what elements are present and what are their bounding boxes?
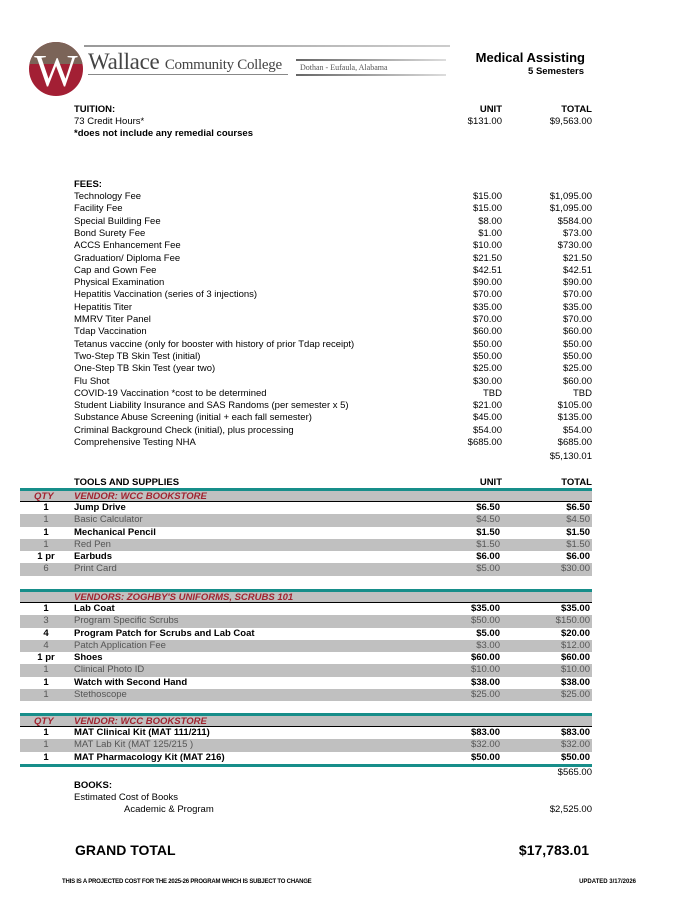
books-heading-row: [74, 780, 594, 792]
vendor-name: VENDOR: WCC BOOKSTORE: [74, 491, 207, 502]
supply-qty: 1: [43, 514, 49, 526]
fee-unit: $35.00: [472, 301, 502, 313]
supply-row: [20, 527, 592, 539]
supply-unit-price: $60.00: [470, 652, 500, 664]
supply-description: Program Patch for Scrubs and Lab Coat: [74, 627, 255, 639]
supply-total: $1.50: [566, 538, 590, 550]
supply-row: [20, 502, 592, 514]
fee-unit: $50.00: [472, 350, 502, 362]
vendor-header-row: [20, 716, 592, 727]
supply-unit-price: $6.00: [476, 551, 500, 563]
supply-row: [20, 514, 592, 526]
college-location: Dothan - Eufaula, Alabama: [300, 63, 388, 72]
college-logo: [29, 42, 83, 96]
fee-unit: $50.00: [472, 338, 502, 350]
grand-total-value: $17,783.01: [518, 842, 589, 858]
supply-row: [20, 563, 592, 575]
fee-total: TBD: [573, 387, 592, 399]
supply-row: [20, 539, 592, 551]
supply-unit-price: $38.00: [470, 676, 500, 688]
books-total: $2,525.00: [549, 804, 592, 815]
fee-row: [74, 265, 594, 277]
tuition-label: 73 Credit Hours*: [74, 116, 145, 127]
fee-label: Graduation/ Diploma Fee: [74, 252, 181, 264]
fee-row: [74, 326, 594, 338]
program-title: Medical Assisting: [475, 50, 585, 65]
books-line1: Estimated Cost of Books: [74, 792, 179, 803]
tuition-note-text: *does not include any remedial courses: [74, 128, 253, 139]
supply-qty: 1: [43, 664, 49, 676]
fee-unit: $90.00: [472, 277, 502, 289]
supply-row: [20, 689, 592, 701]
fee-label: Facility Fee: [74, 203, 123, 215]
supplies-table: [20, 589, 592, 701]
qty-column-header: QTY: [34, 491, 54, 502]
fee-unit: $21.00: [472, 400, 502, 412]
college-name-main: Wallace: [88, 49, 160, 74]
supply-qty: 1: [43, 603, 49, 614]
supply-description: MAT Lab Kit (MAT 125/215 ): [74, 739, 194, 751]
fee-unit: $42.51: [472, 264, 502, 276]
supply-total: $150.00: [555, 615, 590, 627]
supply-row: [20, 628, 592, 640]
supply-total: $20.00: [560, 627, 590, 639]
supply-description: Shoes: [74, 652, 103, 664]
supply-unit-price: $1.50: [476, 538, 500, 550]
fee-label: Special Building Fee: [74, 215, 161, 227]
fee-row: [74, 277, 594, 289]
fee-row: [74, 351, 594, 363]
program-duration: 5 Semesters: [528, 66, 584, 77]
supply-qty: 1: [43, 727, 49, 738]
tuition-note: [74, 128, 594, 140]
fee-unit: $15.00: [472, 191, 502, 202]
fee-label: Tdap Vaccination: [74, 326, 147, 338]
fees-subtotal: $5,130.01: [549, 451, 592, 462]
fee-total: $1,095.00: [549, 203, 592, 215]
books-line2-row: [74, 804, 594, 816]
fee-row: [74, 216, 594, 228]
supply-description: Jump Drive: [74, 502, 126, 513]
fee-label: Tetanus vaccine (only for booster with history of prior Tdap receipt): [74, 338, 355, 350]
tools-subtotal: $565.00: [557, 767, 592, 778]
unit-column-header: UNIT: [479, 104, 502, 115]
footer-disclaimer: THIS IS A PROJECTED COST FOR THE 2025-26 PROGRAM WHICH IS SUBJECT TO CHANGE: [62, 879, 312, 885]
fee-total: $730.00: [557, 240, 592, 252]
supply-row: [20, 752, 592, 764]
fee-total: $685.00: [557, 437, 592, 448]
supply-qty: 1: [43, 538, 49, 550]
vendor-header-row: [20, 592, 592, 603]
fee-label: Comprehensive Testing NHA: [74, 437, 196, 448]
fee-total: $584.00: [557, 215, 592, 227]
fee-total: $1,095.00: [549, 191, 592, 202]
supply-total: $6.00: [566, 551, 590, 563]
fee-unit: $1.00: [478, 227, 502, 239]
fee-row: [74, 302, 594, 314]
fee-unit: $54.00: [472, 424, 502, 436]
fee-label: ACCS Enhancement Fee: [74, 240, 181, 252]
vendor-name: VENDORS: ZOGHBY'S UNIFORMS, SCRUBS 101: [74, 592, 294, 603]
supply-unit-price: $83.00: [470, 727, 500, 738]
fee-total: $105.00: [557, 400, 592, 412]
fee-unit: $60.00: [472, 326, 502, 338]
fee-row: [74, 253, 594, 265]
fee-total: $42.51: [562, 264, 592, 276]
supply-total: $12.00: [560, 639, 590, 651]
supply-unit-price: $4.50: [476, 514, 500, 526]
supply-qty: 1: [43, 689, 49, 701]
fee-row: [74, 240, 594, 252]
supply-total: $60.00: [560, 652, 590, 664]
fee-total: $70.00: [562, 314, 592, 325]
fee-row: [74, 314, 594, 326]
supply-qty: 3: [43, 615, 49, 627]
footer-updated: UPDATED 3/17/2026: [579, 879, 636, 885]
supply-row: [20, 677, 592, 689]
supply-total: $50.00: [560, 751, 590, 763]
fee-row: [74, 339, 594, 351]
tuition-unit: $131.00: [467, 116, 502, 127]
fee-unit: $70.00: [472, 314, 502, 325]
fees-heading-row: [74, 179, 594, 191]
books-heading: BOOKS:: [74, 780, 112, 791]
fee-total: $25.00: [562, 363, 592, 375]
supply-description: Earbuds: [74, 551, 113, 563]
supply-row: [20, 640, 592, 652]
grand-total-label: GRAND TOTAL: [75, 842, 176, 858]
tuition-total: $9,563.00: [549, 116, 592, 127]
supply-row: [20, 551, 592, 563]
supply-qty: 1 pr: [37, 551, 55, 563]
supplies-table: [20, 488, 592, 576]
supply-row: [20, 615, 592, 627]
location-rule-bottom: [296, 74, 446, 76]
fee-total: $54.00: [562, 424, 592, 436]
supply-description: Mechanical Pencil: [74, 526, 156, 538]
fee-unit: $70.00: [472, 289, 502, 301]
fee-unit: $685.00: [467, 437, 502, 448]
supply-unit-price: $25.00: [470, 689, 500, 701]
fee-label: Physical Examination: [74, 277, 165, 289]
supply-total: $35.00: [560, 603, 590, 614]
supplies-table: [20, 713, 592, 767]
fee-row: [74, 289, 594, 301]
supply-row: [20, 727, 592, 739]
fee-total: $50.00: [562, 350, 592, 362]
fee-unit: $45.00: [472, 412, 502, 424]
supply-unit-price: $10.00: [470, 664, 500, 676]
document-header: [0, 0, 700, 100]
fee-label: Flu Shot: [74, 375, 110, 387]
qty-column-header: QTY: [34, 716, 54, 727]
supply-description: MAT Clinical Kit (MAT 111/211): [74, 727, 210, 738]
total-column-header: TOTAL: [561, 104, 592, 115]
supply-description: Lab Coat: [74, 603, 115, 614]
supply-qty: 1: [43, 676, 49, 688]
tools-heading: TOOLS AND SUPPLIES: [74, 477, 180, 488]
fee-unit: $8.00: [478, 215, 502, 227]
tools-subtotal-row: [74, 767, 594, 779]
supply-unit-price: $50.00: [470, 751, 500, 763]
books-line1-row: [74, 792, 594, 804]
supply-qty: 4: [43, 639, 49, 651]
fee-total: $60.00: [562, 375, 592, 387]
fee-row: [74, 191, 594, 203]
fee-label: Student Liability Insurance and SAS Randoms (per semester x 5): [74, 400, 349, 412]
fee-row: [74, 437, 594, 449]
supply-unit-price: $35.00: [470, 603, 500, 614]
fee-unit: $10.00: [472, 240, 502, 252]
fee-label: Hepatitis Titer: [74, 301, 133, 313]
supply-total: $32.00: [560, 739, 590, 751]
supply-unit-price: $32.00: [470, 739, 500, 751]
tuition-heading: TUITION:: [74, 104, 116, 115]
fees-subtotal-row: [74, 451, 594, 463]
supply-row: [20, 664, 592, 676]
fee-unit: $15.00: [472, 203, 502, 215]
college-name-rest: Community College: [164, 57, 282, 73]
header-rule: [84, 45, 450, 47]
supply-description: Print Card: [74, 563, 117, 575]
fee-label: Technology Fee: [74, 191, 142, 202]
fee-unit: $25.00: [472, 363, 502, 375]
fee-row: [74, 376, 594, 388]
fee-row: [74, 228, 594, 240]
supply-total: $1.50: [566, 526, 590, 538]
supply-description: Red Pen: [74, 538, 111, 550]
supply-total: $30.00: [560, 563, 590, 575]
supply-qty: 1: [43, 739, 49, 751]
header-underline: [88, 74, 288, 75]
fee-row: [74, 400, 594, 412]
supply-unit-price: $1.50: [476, 526, 500, 538]
tuition-header-row: [74, 104, 594, 116]
supply-description: Stethoscope: [74, 689, 127, 701]
supply-total: $6.50: [566, 502, 590, 513]
supply-unit-price: $50.00: [470, 615, 500, 627]
fee-label: MMRV Titer Panel: [74, 314, 151, 325]
fee-total: $70.00: [562, 289, 592, 301]
fee-label: Criminal Background Check (initial), plus processing: [74, 424, 294, 436]
supply-total: $83.00: [560, 727, 590, 738]
supply-description: Patch Application Fee: [74, 639, 166, 651]
fee-label: Cap and Gown Fee: [74, 264, 157, 276]
fee-label: COVID-19 Vaccination *cost to be determined: [74, 387, 267, 399]
supply-total: $38.00: [560, 676, 590, 688]
fee-label: Hepatitis Vaccination (series of 3 injections): [74, 289, 258, 301]
supply-unit-price: $3.00: [476, 639, 500, 651]
fee-label: Two-Step TB Skin Test (initial): [74, 350, 201, 362]
supply-qty: 1: [43, 526, 49, 538]
books-line2: Academic & Program: [124, 804, 214, 815]
fees-heading: FEES:: [74, 179, 102, 190]
supply-qty: 4: [43, 627, 49, 639]
supply-total: $4.50: [566, 514, 590, 526]
supply-row: [20, 652, 592, 664]
fee-total: $73.00: [562, 227, 592, 239]
supply-description: MAT Pharmacology Kit (MAT 216): [74, 751, 225, 763]
supply-unit-price: $5.00: [476, 627, 500, 639]
fee-total: $135.00: [557, 412, 592, 424]
supply-description: Clinical Photo ID: [74, 664, 145, 676]
logo-letter: W: [34, 45, 78, 96]
fee-total: $60.00: [562, 326, 592, 338]
fee-row: [74, 388, 594, 400]
fee-total: $35.00: [562, 301, 592, 313]
supply-unit-price: $6.50: [476, 502, 500, 513]
supply-description: Program Specific Scrubs: [74, 615, 179, 627]
fee-row: [74, 363, 594, 375]
fee-unit: $21.50: [472, 252, 502, 264]
fee-total: $21.50: [562, 252, 592, 264]
supply-qty: 1 pr: [37, 652, 55, 664]
tools-total-header: TOTAL: [561, 477, 592, 488]
supply-qty: 6: [43, 563, 49, 575]
vendor-name: VENDOR: WCC BOOKSTORE: [74, 716, 207, 727]
supply-total: $25.00: [560, 689, 590, 701]
tools-unit-header: UNIT: [479, 477, 502, 488]
vendor-header-row: [20, 491, 592, 502]
fee-label: Substance Abuse Screening (initial + each fall semester): [74, 412, 312, 424]
fee-unit: $30.00: [472, 375, 502, 387]
supply-total: $10.00: [560, 664, 590, 676]
supply-qty: 1: [43, 502, 49, 513]
fee-row: [74, 412, 594, 424]
fee-label: One-Step TB Skin Test (year two): [74, 363, 216, 375]
college-name: [88, 49, 282, 75]
supply-description: Basic Calculator: [74, 514, 143, 526]
supply-row: [20, 603, 592, 615]
fee-row: [74, 425, 594, 437]
fee-row: [74, 203, 594, 215]
fee-total: $90.00: [562, 277, 592, 289]
fee-label: Bond Surety Fee: [74, 227, 146, 239]
supply-qty: 1: [43, 751, 49, 763]
fee-total: $50.00: [562, 338, 592, 350]
fee-unit: TBD: [483, 387, 502, 399]
location-rule-top: [296, 59, 446, 61]
supply-description: Watch with Second Hand: [74, 676, 188, 688]
tuition-line: [74, 116, 594, 128]
supply-unit-price: $5.00: [476, 563, 500, 575]
supply-row: [20, 739, 592, 751]
